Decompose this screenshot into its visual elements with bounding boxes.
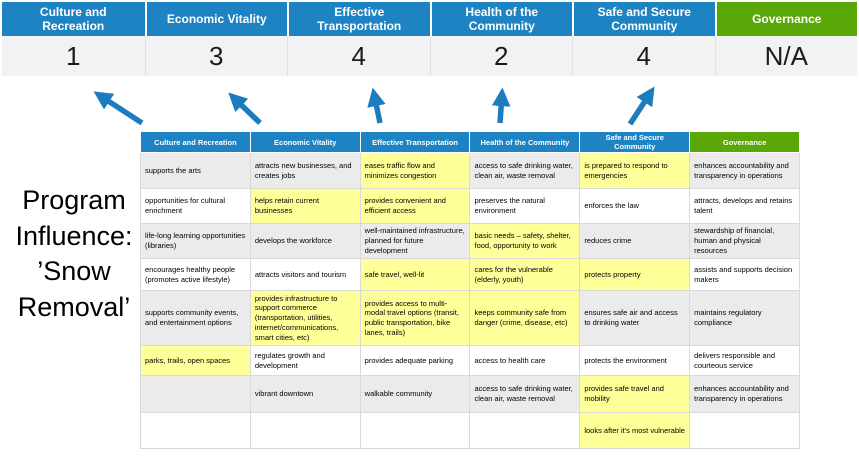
matrix-header-culture-and-recreation: Culture and Recreation (141, 132, 251, 153)
matrix-cell: well-maintained infrastructure, planned for future development (360, 224, 470, 259)
matrix-cell: access to safe drinking water, clean air, waste removal (470, 376, 580, 413)
matrix-header-effective-transportation: Effective Transportation (360, 132, 470, 153)
summary-value-governance: N/A (715, 36, 858, 76)
matrix-cell: attracts visitors and tourism (250, 259, 360, 291)
matrix-cell: ensures safe air and access to drinking water (580, 291, 690, 346)
summary-value-effective-transportation: 4 (287, 36, 430, 76)
matrix-cell-highlighted: provides convenient and efficient access (360, 189, 470, 224)
matrix-header-governance: Governance (690, 132, 800, 153)
matrix-header-safe-and-secure-community: Safe and Secure Community (580, 132, 690, 153)
matrix-cell-highlighted: eases traffic flow and minimizes congestion (360, 153, 470, 189)
summary-value-safe-and-secure-community: 4 (572, 36, 715, 76)
matrix-cell: attracts new businesses, and creates jobs (250, 153, 360, 189)
matrix-cell: supports community events, and entertainment options (141, 291, 251, 346)
matrix-cell: life-long learning opportunities (libraries) (141, 224, 251, 259)
matrix-cell: develops the workforce (250, 224, 360, 259)
summary-value-culture-and-recreation: 1 (2, 36, 145, 76)
matrix-cell: attracts, develops and retains talent (690, 189, 800, 224)
matrix-cell (141, 413, 251, 449)
summary-value-row (2, 36, 857, 76)
matrix-cell: assists and supports decision makers (690, 259, 800, 291)
matrix-cell-highlighted: provides access to multi-modal travel options (transit, public transportation, bike lanes, trails) (360, 291, 470, 346)
matrix-cell: delivers responsible and courteous service (690, 346, 800, 376)
matrix-cell-highlighted: safe travel, well-lit (360, 259, 470, 291)
matrix-cell: reduces crime (580, 224, 690, 259)
matrix-header-health-of-the-community: Health of the Community (470, 132, 580, 153)
summary-header-economic-vitality: Economic Vitality (145, 2, 288, 36)
program-influence-label: Program Influence: ’Snow Removal’ (15, 185, 133, 322)
summary-header-safe-and-secure-community: Safe and Secure Community (572, 2, 715, 36)
matrix-cell: enforces the law (580, 189, 690, 224)
matrix-row (141, 259, 800, 291)
up-arrow-icon-3 (374, 94, 380, 123)
matrix-cell-highlighted: helps retain current businesses (250, 189, 360, 224)
matrix-row (141, 291, 800, 346)
summary-table (2, 2, 857, 76)
matrix-cell (360, 413, 470, 449)
matrix-header-economic-vitality: Economic Vitality (250, 132, 360, 153)
matrix-cell-highlighted: provides infrastructure to support commerce (transportation, utilities, internet/communications, smart cities, etc) (250, 291, 360, 346)
matrix-cell-highlighted: parks, trails, open spaces (141, 346, 251, 376)
matrix-row (141, 346, 800, 376)
matrix-cell-highlighted: protects property (580, 259, 690, 291)
matrix-cell (470, 413, 580, 449)
summary-header-governance: Governance (715, 2, 858, 36)
matrix-row (141, 224, 800, 259)
matrix-row (141, 189, 800, 224)
summary-header-effective-transportation: Effective Transportation (287, 2, 430, 36)
matrix-cell: provides adequate parking (360, 346, 470, 376)
matrix-row (141, 413, 800, 449)
summary-value-health-of-the-community: 2 (430, 36, 573, 76)
matrix-cell-highlighted: is prepared to respond to emergencies (580, 153, 690, 189)
up-arrow-icon-5 (630, 92, 651, 124)
matrix-cell: enhances accountability and transparency in operations (690, 376, 800, 413)
matrix-cell: protects the environment (580, 346, 690, 376)
matrix-cell: access to safe drinking water, clean air, waste removal (470, 153, 580, 189)
arrows-layer (0, 77, 859, 135)
matrix-cell-highlighted: keeps community safe from danger (crime, disease, etc) (470, 291, 580, 346)
matrix-cell-highlighted: looks after it's most vulnerable (580, 413, 690, 449)
matrix-cell-highlighted: basic needs – safety, shelter, food, opportunity to work (470, 224, 580, 259)
matrix-row (141, 376, 800, 413)
summary-value-economic-vitality: 3 (145, 36, 288, 76)
matrix-cell: supports the arts (141, 153, 251, 189)
matrix-cell-highlighted: provides safe travel and mobility (580, 376, 690, 413)
summary-header-row (2, 2, 857, 36)
matrix-cell: regulates growth and development (250, 346, 360, 376)
matrix-cell: enhances accountability and transparency in operations (690, 153, 800, 189)
summary-header-health-of-the-community: Health of the Community (430, 2, 573, 36)
summary-header-culture-and-recreation: Culture and Recreation (2, 2, 145, 36)
matrix-cell (141, 376, 251, 413)
matrix-cell: walkable community (360, 376, 470, 413)
matrix-cell: encourages healthy people (promotes active lifestyle) (141, 259, 251, 291)
up-arrow-icon-4 (500, 94, 502, 123)
matrix-row (141, 153, 800, 189)
up-arrow-icon-1 (99, 95, 142, 123)
matrix-cell: access to health care (470, 346, 580, 376)
matrix-cell-highlighted: cares for the vulnerable (elderly, youth) (470, 259, 580, 291)
matrix-cell: maintains regulatory compliance (690, 291, 800, 346)
matrix-header-row (141, 132, 800, 153)
matrix-cell (690, 413, 800, 449)
influence-matrix-table (140, 131, 800, 449)
up-arrow-icon-2 (233, 97, 260, 123)
matrix-cell: vibrant downtown (250, 376, 360, 413)
matrix-cell: preserves the natural environment (470, 189, 580, 224)
matrix-cell (250, 413, 360, 449)
matrix-cell: stewardship of financial, human and physical resources (690, 224, 800, 259)
matrix-cell: opportunities for cultural enrichment (141, 189, 251, 224)
